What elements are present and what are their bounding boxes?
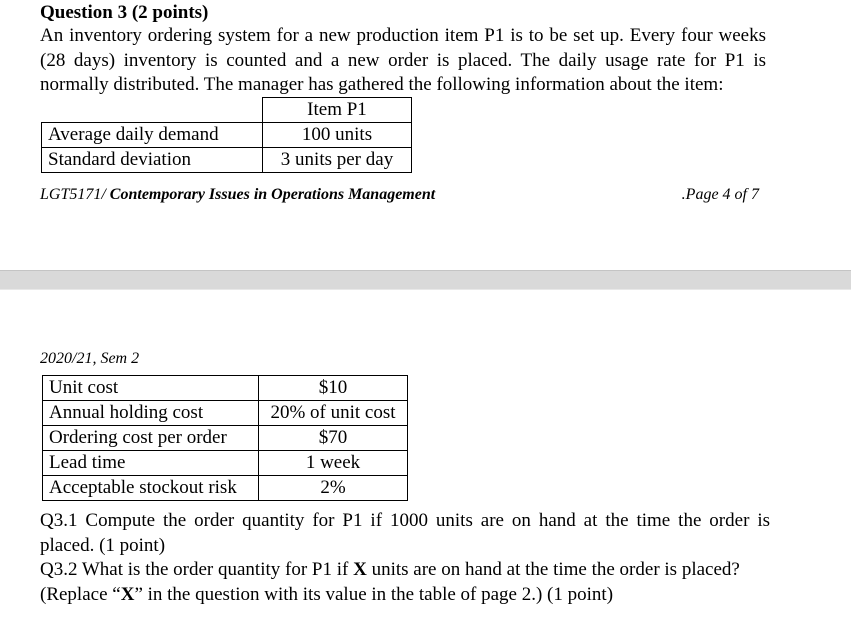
table-cell-label: Lead time <box>43 451 259 476</box>
question-title: Question 3 (2 points) <box>40 2 209 23</box>
table-cell-value: $10 <box>259 376 408 401</box>
table-cell-label: Ordering cost per order <box>43 426 259 451</box>
page-footer-number: .Page 4 of 7 <box>681 186 759 203</box>
table-cell-value: 100 units <box>263 123 412 148</box>
cost-table <box>42 375 408 501</box>
table-cell-label: Standard deviation <box>42 148 263 173</box>
table-cell-label: Average daily demand <box>42 123 263 148</box>
intro-line: (28 days) inventory is counted and a new order is placed. The daily usage rate for P1 is <box>40 49 766 71</box>
table-cell-empty <box>42 98 263 123</box>
q32-line <box>40 583 770 608</box>
course-name: Contemporary Issues in Operations Management <box>109 186 436 203</box>
table-row <box>43 451 408 476</box>
page-footer-course <box>40 186 435 204</box>
item-table <box>41 97 412 173</box>
subquestions <box>40 509 770 607</box>
table-row <box>42 98 412 123</box>
q31-line: placed. (1 point) <box>40 534 166 556</box>
table-cell-label: Unit cost <box>43 376 259 401</box>
intro-line: An inventory ordering system for a new production item P1 is to be set up. Every four weeks <box>40 25 766 46</box>
table-cell-value: 20% of unit cost <box>259 401 408 426</box>
table-header-item: Item P1 <box>263 98 412 123</box>
page-separator <box>0 270 851 290</box>
q32-variable: X <box>353 559 367 580</box>
q32-line <box>40 558 770 583</box>
intro-line: normally distributed. The manager has gathered the following information about the item: <box>40 74 724 95</box>
q32-text: ” in the question with its value in the table of page 2.) (1 point) <box>134 583 614 605</box>
page-header-semester: 2020/21, Sem 2 <box>40 350 140 367</box>
table-row <box>43 426 408 451</box>
table-row <box>43 476 408 501</box>
table-cell-value: 1 week <box>259 451 408 476</box>
table-cell-value: 3 units per day <box>263 148 412 173</box>
q32-variable: X <box>120 583 135 605</box>
q31-line: Q3.1 Compute the order quantity for P1 if 1000 units are on hand at the time the order is <box>40 510 770 531</box>
q32-text: Q3.2 What is the order quantity for P1 if <box>40 559 354 580</box>
q32-text: (Replace “ <box>40 583 121 605</box>
table-cell-value: $70 <box>259 426 408 451</box>
table-row <box>43 401 408 426</box>
table-row <box>43 376 408 401</box>
table-row <box>42 123 412 148</box>
table-row <box>42 148 412 173</box>
table-cell-label: Annual holding cost <box>43 401 259 426</box>
q32-text: units are on hand at the time the order is placed? <box>366 559 740 580</box>
table-cell-label: Acceptable stockout risk <box>43 476 259 501</box>
question-intro <box>40 24 766 98</box>
course-code: LGT5171/ <box>40 186 106 203</box>
table-cell-value: 2% <box>259 476 408 501</box>
